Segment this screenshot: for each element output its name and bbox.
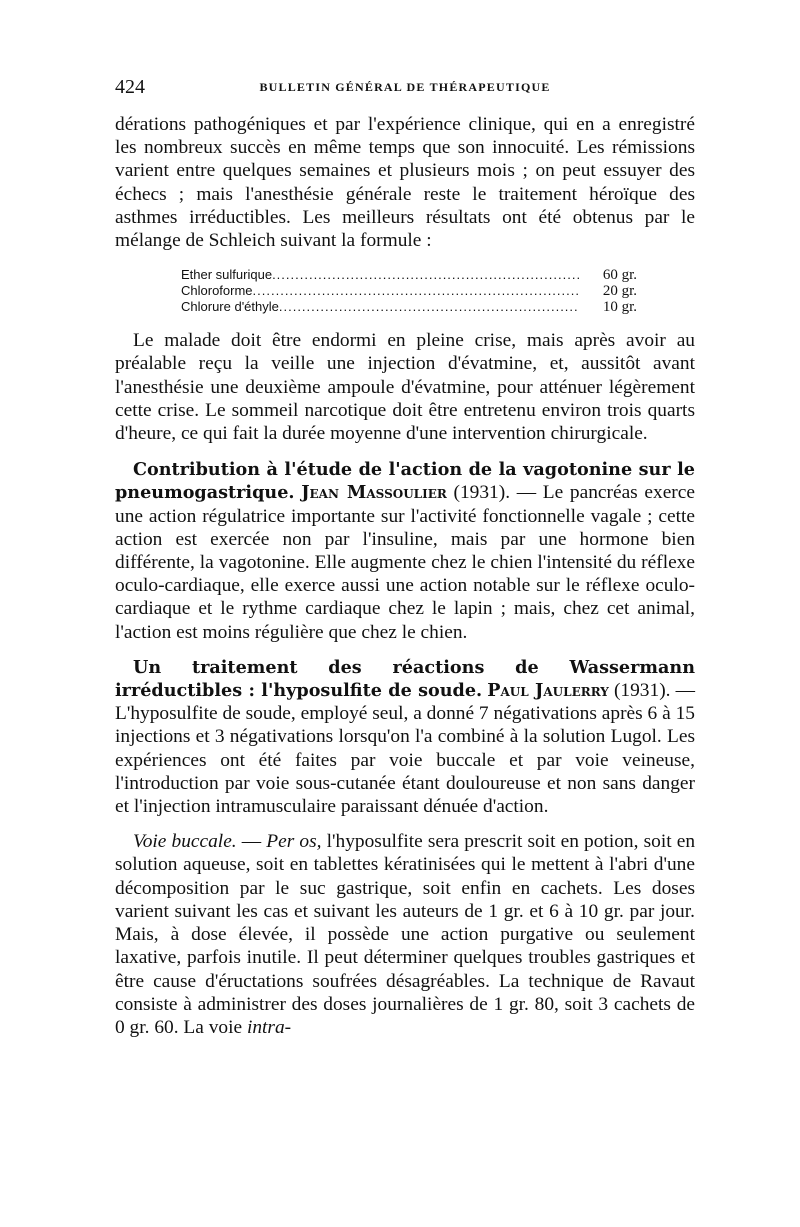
latin-term: Per os, xyxy=(266,831,322,853)
formula-quantity: 20 gr. xyxy=(602,283,637,300)
running-title: BULLETIN GÉNÉRAL DE THÉRAPEUTIQUE xyxy=(259,80,551,94)
formula-row xyxy=(181,283,637,299)
page-header xyxy=(115,76,695,102)
subsection-lead: Voie buccale. xyxy=(133,831,237,853)
article-text: — Le pancréas exerce une action régulatrice importante sur l'activité fonctionnelle vagale ; cette action est exercée non par l'insuline, mais par une hormone bien différente, la vagotonine. Elle augmente chez le chien l'intensité du réflexe oculo-cardiaque, elle exerce aussi une action notable sur le réflexe oculo-cardiaque et le rythme cardiaque chez le lapin ; mais, chez cet animal, l'action est moins régulière que chez le chien. xyxy=(115,482,695,643)
formula-ingredient: Chlorure d'éthyle xyxy=(181,299,279,315)
article-vagotonine xyxy=(115,458,695,644)
formula-ingredient: Chloroforme xyxy=(181,283,253,299)
dash-separator: — xyxy=(236,831,267,853)
intro-paragraph: dérations pathogéniques et par l'expérience clinique, qui en a enregistré les nombreux succès en même temps que son innocuité. Les rémissions varient entre quelques semaines et plusieurs mois ; on peut essuyer des échecs ; mais l'anesthésie générale reste le traitement héroïque des asthmes irréductibles. Les meilleurs résultats ont été obtenus par le mélange de Schleich suivant la formule : xyxy=(115,114,695,252)
article-title: Un traitement des réactions de Wassermann irréductibles : l'hyposulfite de soude. xyxy=(115,656,695,702)
leader-dots xyxy=(279,299,579,315)
article-title: Contribution à l'étude de l'action de la vagotonine sur le pneumogastrique. xyxy=(115,459,695,504)
article-year: (1931). xyxy=(453,482,511,504)
article-author: Paul Jaulerry xyxy=(487,680,609,702)
article-text: — L'hyposulfite de soude, employé seul, a donné 7 négativations après 6 à 15 injections et 3 négativations lorsqu'on l'a combiné à la solution Lugol. Les expériences ont été faites par voie buccale et par voie veineuse, l'introduction par voie sous-cutanée étant douloureuse et non sans danger et l'injection intramusculaire paraissant dénuée d'action. xyxy=(115,680,695,818)
page-body xyxy=(115,113,695,1039)
anesthesia-paragraph: Le malade doit être endormi en pleine crise, mais après avoir au préalable reçu la veille une injection d'évatmine, et, aussitôt avant l'anesthésie une deuxième ampoule d'évatmine, pour atténuer légèrement cette crise. Le sommeil narcotique doit être entretenu environ trois quarts d'heure, ce qui fait la durée moyenne d'une intervention chirurgicale. xyxy=(115,330,695,445)
article-year: (1931). xyxy=(613,680,671,702)
leader-dots xyxy=(253,283,579,299)
page-number: 424 xyxy=(115,76,145,98)
formula-row xyxy=(181,299,637,315)
formula-ingredient: Ether sulfurique xyxy=(181,267,273,283)
formula-row xyxy=(181,267,637,283)
trailing-italic: intra- xyxy=(246,1016,292,1038)
voie-buccale-paragraph xyxy=(115,830,695,1039)
article-author: Jean Massoulier xyxy=(301,482,447,504)
article-wassermann xyxy=(115,656,695,818)
formula-quantity: 10 gr. xyxy=(602,299,637,316)
leader-dots xyxy=(272,267,579,283)
formula-quantity: 60 gr. xyxy=(602,267,637,284)
formula-table xyxy=(181,267,637,315)
paragraph-text: l'hyposulfite sera prescrit soit en potion, soit en solution aqueuse, soit en tablettes kératinisées qui le mettent à l'abri d'une décomposition par le suc gastrique, soit enfin en cachets. Les doses varient suivant les cas et suivant les auteurs de 1 gr. et 6 à 10 gr. par jour. Mais, à dose élevée, il possède une action purgative ou seulement laxative, parfois inutile. Il peut déterminer quelques troubles gastriques et être cause d'éructations soufrées désagréables. La technique de Ravaut consiste à administrer des doses journalières de 1 gr. 80, soit 3 cachets de 0 gr. 60. La voie xyxy=(115,831,696,1038)
